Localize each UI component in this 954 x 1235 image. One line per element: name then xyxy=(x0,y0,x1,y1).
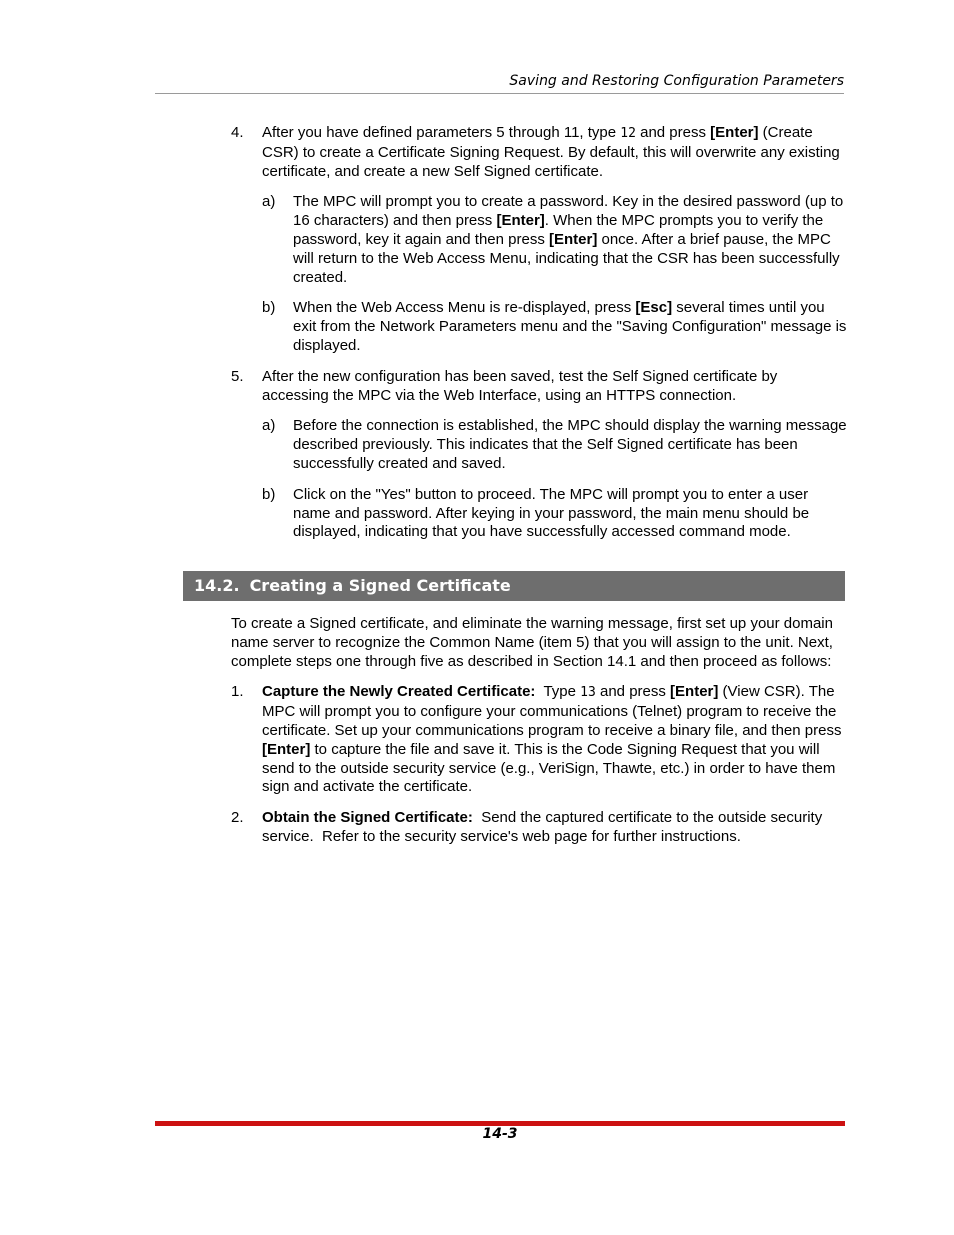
step-number: 2. xyxy=(231,809,244,827)
key-label: [Enter] xyxy=(670,683,719,701)
step-text: After the new configuration has been saved, test the Self Signed certificate by accessing the MPC via the Web Interface, using an HTTPS connection. xyxy=(262,367,778,404)
step-text: Obtain the Signed Certificate: Send the captured certificate to the outside security service. Refer to the security service's web page for further instructions. xyxy=(262,809,827,845)
running-header: Saving and Restoring Configuration Parameters xyxy=(509,73,844,89)
substeps xyxy=(262,417,847,542)
substep-a: a) The MPC will prompt you to create a password. Key in the desired password (up to 16 characters) and then press [Enter]. When the MPC prompts you to verify the password, key it again and then press [Enter] once. After a brief pause, the MPC will return to the Web Access Menu, indicating that the CSR has been successfully created. xyxy=(262,193,844,286)
section-heading xyxy=(183,571,845,601)
step-text: After you have defined parameters 5 through 11, type 12 and press [Enter] (Create CSR) to create a Certificate Signing Request. By default, this will overwrite any existing certificate, and create a new Self Signed certificate. xyxy=(262,124,840,180)
command-code: 13 xyxy=(580,685,596,701)
substep-a: a) Before the connection is established, the MPC should display the warning message described previously. This indicates that the Self Signed certificate has been successfully created and saved. xyxy=(262,417,847,472)
key-label: [Enter] xyxy=(710,124,759,141)
section-title: Creating a Signed Certificate xyxy=(249,576,511,595)
header-divider xyxy=(155,93,844,94)
key-label: [Esc] xyxy=(635,299,673,317)
step-heading: Obtain the Signed Certificate: xyxy=(262,809,473,827)
substep-b: b) Click on the "Yes" button to proceed. The MPC will prompt you to enter a user name and password. After keying in your password, the main menu should be displayed, indicating that you have successfully accessed command mode. xyxy=(262,485,810,541)
substep-b: b) When the Web Access Menu is re-displayed, press [Esc] several times until you exit from the Network Parameters menu and the "Saving Configuration" message is displayed. xyxy=(262,299,847,354)
step-list-continued xyxy=(231,124,847,542)
step-4 xyxy=(231,124,847,356)
command-code: 12 xyxy=(620,126,636,141)
step-text: Capture the Newly Created Certificate: Type 13 and press [Enter] (View CSR). The MPC will prompt you to configure your communications (Telnet) program to receive the certificate. Set up your communications program to receive a binary file, and then press [Enter] to capture the file and save it. This is the Code Signing Request that you will send to the outside security service (e.g., VeriSign, Thawte, etc.) in order to have them sign and activate the certificate. xyxy=(262,683,842,796)
section-number: 14.2. xyxy=(194,576,240,595)
step-heading: Capture the Newly Created Certificate: xyxy=(262,683,536,701)
step-2 xyxy=(231,809,847,847)
substeps xyxy=(262,193,847,355)
step-5 xyxy=(231,368,847,542)
step-number: 5. xyxy=(231,367,244,385)
page-number: 14-3 xyxy=(482,1126,518,1142)
section-body xyxy=(231,615,847,847)
intro-paragraph: To create a Signed certificate, and eliminate the warning message, first set up your domain name server to recognize the Common Name (item 5) that you will assign to the unit. Next, complete steps one through five as described in Section 14.1 and then proceed as follows: xyxy=(231,615,833,670)
key-label: [Enter] xyxy=(548,230,598,248)
step-number: 4. xyxy=(231,124,244,141)
key-label: [Enter] xyxy=(262,740,311,758)
step-number: 1. xyxy=(231,683,244,701)
key-label: [Enter] xyxy=(496,212,545,230)
step-1 xyxy=(231,683,847,797)
